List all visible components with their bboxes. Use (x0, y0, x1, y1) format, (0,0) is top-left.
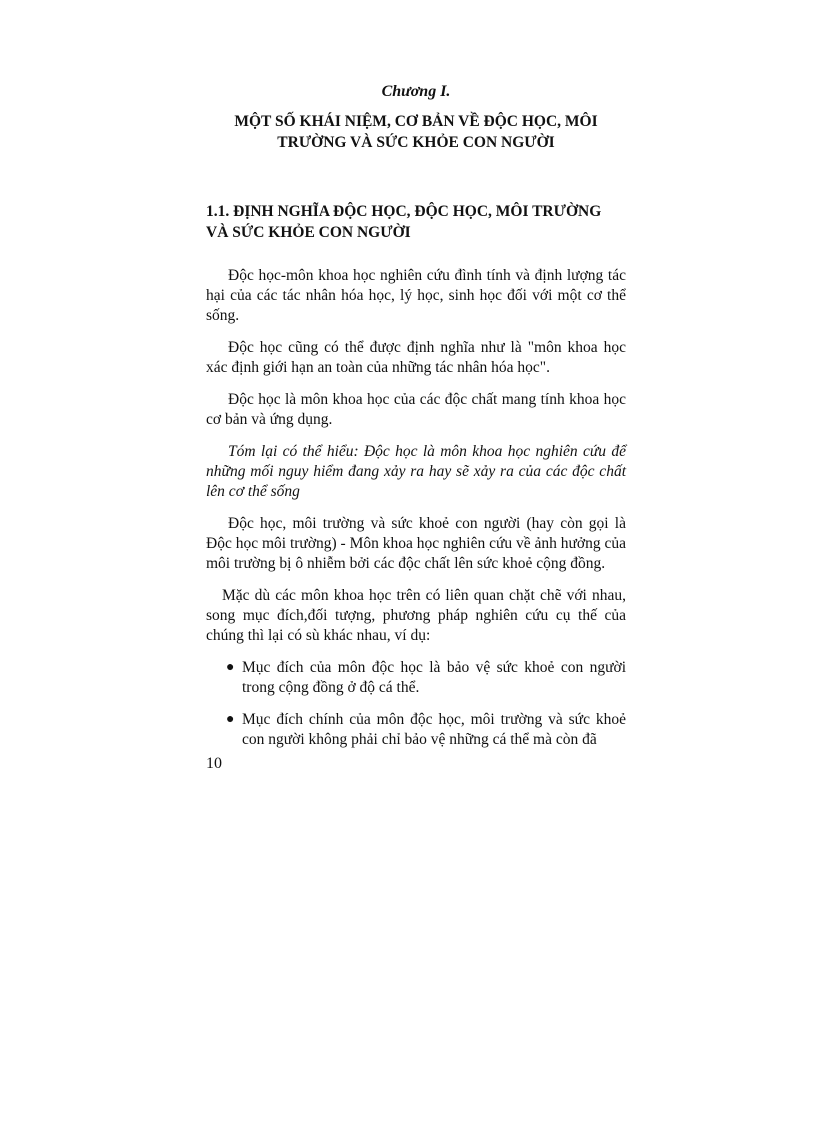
bullet-list (206, 658, 626, 750)
bullet-item (206, 710, 626, 750)
summary-paragraph: Tóm lại có thể hiểu: Độc học là môn khoa học nghiên cứu để những mối nguy hiểm đang xảy ra hay sẽ xảy ra của các độc chất lên cơ thể sống (206, 443, 626, 500)
chapter-label: Chương I. (381, 83, 451, 100)
bullet-icon: ● (226, 660, 235, 675)
chapter-title: MỘT SỐ KHÁI NIỆM, CƠ BẢN VỀ ĐỘC HỌC, MÔI TRƯỜNG VÀ SỨC KHỎE CON NGƯỜI (234, 113, 598, 151)
paragraph: Độc học, môi trường và sức khoẻ con người (hay còn gọi là Độc học môi trường) - Môn khoa học nghiên cứu về ảnh hưởng của môi trường bị ô nhiễm bởi các độc chất lên sức khoẻ cộng đồng. (206, 515, 626, 572)
page-number: 10 (206, 755, 222, 772)
paragraph: Độc học cũng có thể được định nghĩa như là "môn khoa học xác định giới hạn an toàn của những tác nhân hóa học". (206, 339, 626, 376)
body-text (206, 266, 626, 750)
paragraph: Độc học-môn khoa học nghiên cứu đình tính và định lượng tác hại của các tác nhân hóa học, lý học, sinh học đối với một cơ thể sống. (206, 267, 626, 324)
section-heading: 1.1. ĐỊNH NGHĨA ĐỘC HỌC, ĐỘC HỌC, MÔI TRƯỜNG VÀ SỨC KHỎE CON NGƯỜI (206, 203, 602, 241)
book-page (206, 82, 626, 762)
bullet-text: Mục đích của môn độc học là bảo vệ sức khoẻ con người trong cộng đồng ở độ cá thể. (242, 659, 626, 696)
bullet-icon: ● (226, 712, 235, 727)
bullet-item (206, 658, 626, 698)
paragraph: Độc học là môn khoa học của các độc chất mang tính khoa học cơ bản và ứng dụng. (206, 391, 626, 428)
bullet-text: Mục đích chính của môn độc học, môi trường và sức khoẻ con người không phải chỉ bảo vệ những cá thể mà còn đã (242, 711, 626, 748)
paragraph: Mặc dù các môn khoa học trên có liên quan chặt chẽ với nhau, song mục đích,đối tượng, phương pháp nghiên cứu cụ thế của chúng thì lại có sù khác nhau, ví dụ: (206, 587, 626, 644)
